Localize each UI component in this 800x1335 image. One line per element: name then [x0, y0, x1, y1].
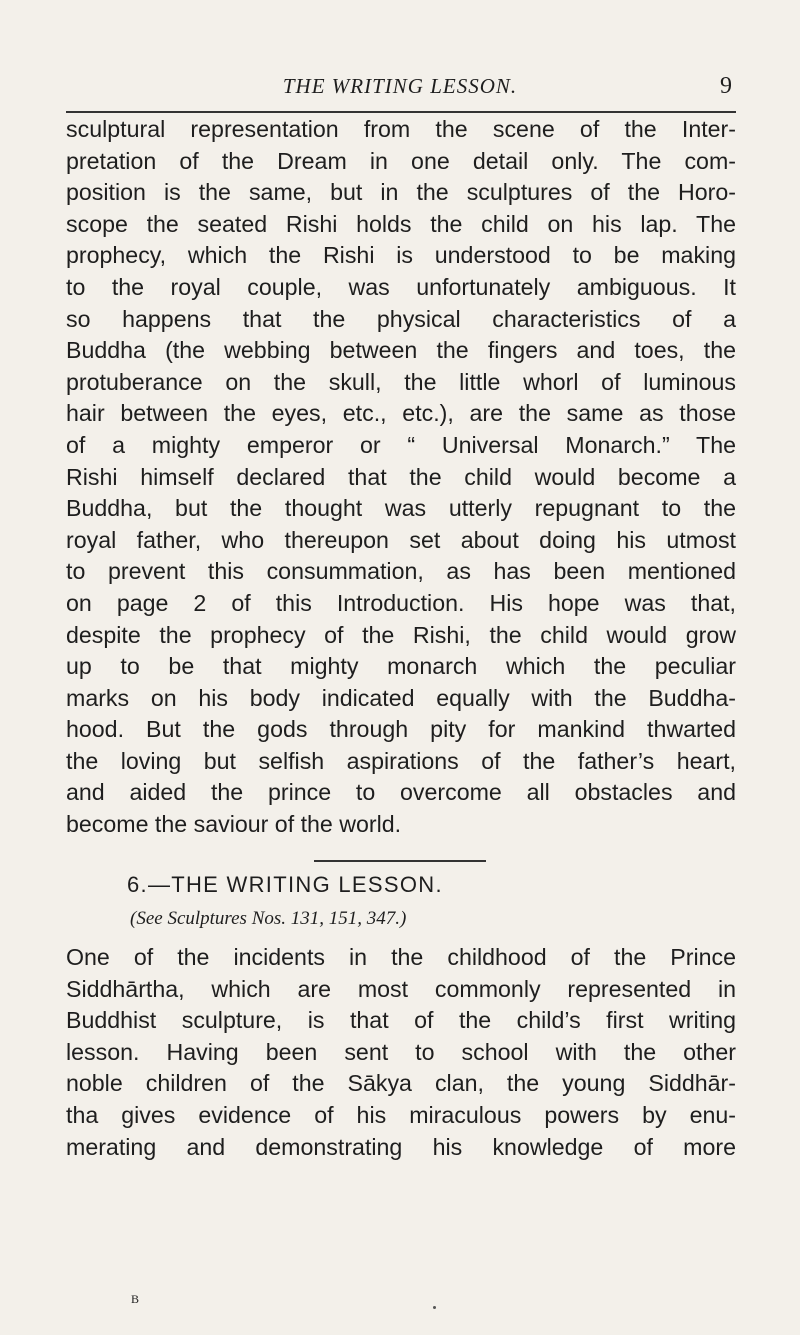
text-line: tha gives evidence of his miraculous powers by enu- [66, 1101, 736, 1128]
text-line: and aided the prince to overcome all obstacles and [66, 779, 736, 806]
paragraph-1 [66, 114, 736, 841]
header-rule [66, 111, 736, 113]
text-line: noble children of the Sākya clan, the young Siddhār- [66, 1070, 736, 1097]
signature-mark: B [131, 1292, 140, 1306]
text-line: despite the prophecy of the Rishi, the child would grow [66, 621, 736, 648]
text-line: merating and demonstrating his knowledge of more [66, 1133, 736, 1160]
text-line: on page 2 of this Introduction. His hope was that, [66, 589, 736, 616]
text-line: to prevent this consummation, as has been mentioned [66, 558, 736, 585]
text-line: hood. But the gods through pity for mankind thwarted [66, 716, 736, 743]
text-line: Siddhārtha, which are most commonly represented in [66, 975, 736, 1002]
text-line: scope the seated Rishi holds the child on his lap. The [66, 210, 736, 237]
page-header [0, 74, 800, 104]
text-line: Buddhist sculpture, is that of the child’s first writing [66, 1007, 736, 1034]
text-line: sculptural representation from the scene of the Inter- [66, 116, 736, 142]
text-line: royal father, who thereupon set about doing his utmost [66, 526, 736, 553]
section-rule [314, 860, 486, 862]
running-head: THE WRITING LESSON. [282, 74, 518, 98]
paragraph-2 [66, 942, 736, 1163]
text-line: the loving but selfish aspirations of the father’s heart, [66, 747, 736, 774]
text-line: Rishi himself declared that the child would become a [66, 463, 736, 490]
text-line: Buddha, but the thought was utterly repugnant to the [66, 495, 736, 522]
text-line: prophecy, which the Rishi is understood to be making [66, 242, 736, 269]
text-line: so happens that the physical characteristics of a [66, 305, 736, 332]
text-line: One of the incidents in the childhood of the Prince [66, 944, 736, 970]
section-note: (See Sculptures Nos. 131, 151, 347.) [130, 908, 407, 929]
text-line: position is the same, but in the sculptures of the Horo- [66, 179, 736, 206]
text-line: become the saviour of the world. [66, 811, 402, 838]
text-line: lesson. Having been sent to school with the other [66, 1038, 736, 1065]
text-line: Buddha (the webbing between the fingers and toes, the [66, 337, 736, 364]
footer-dot [433, 1306, 436, 1309]
text-line: up to be that mighty monarch which the peculiar [66, 653, 736, 680]
text-line: of a mighty emperor or “ Universal Monarch.” The [66, 431, 736, 458]
text-line: to the royal couple, was unfortunately ambiguous. It [66, 273, 736, 300]
text-line: marks on his body indicated equally with the Buddha- [66, 684, 736, 711]
section-heading: 6.—THE WRITING LESSON. [127, 872, 443, 897]
page-number: 9 [720, 73, 732, 99]
text-line: hair between the eyes, etc., etc.), are the same as those [66, 400, 736, 427]
text-line: pretation of the Dream in one detail only. The com- [66, 147, 736, 174]
text-line: protuberance on the skull, the little whorl of luminous [66, 368, 736, 395]
